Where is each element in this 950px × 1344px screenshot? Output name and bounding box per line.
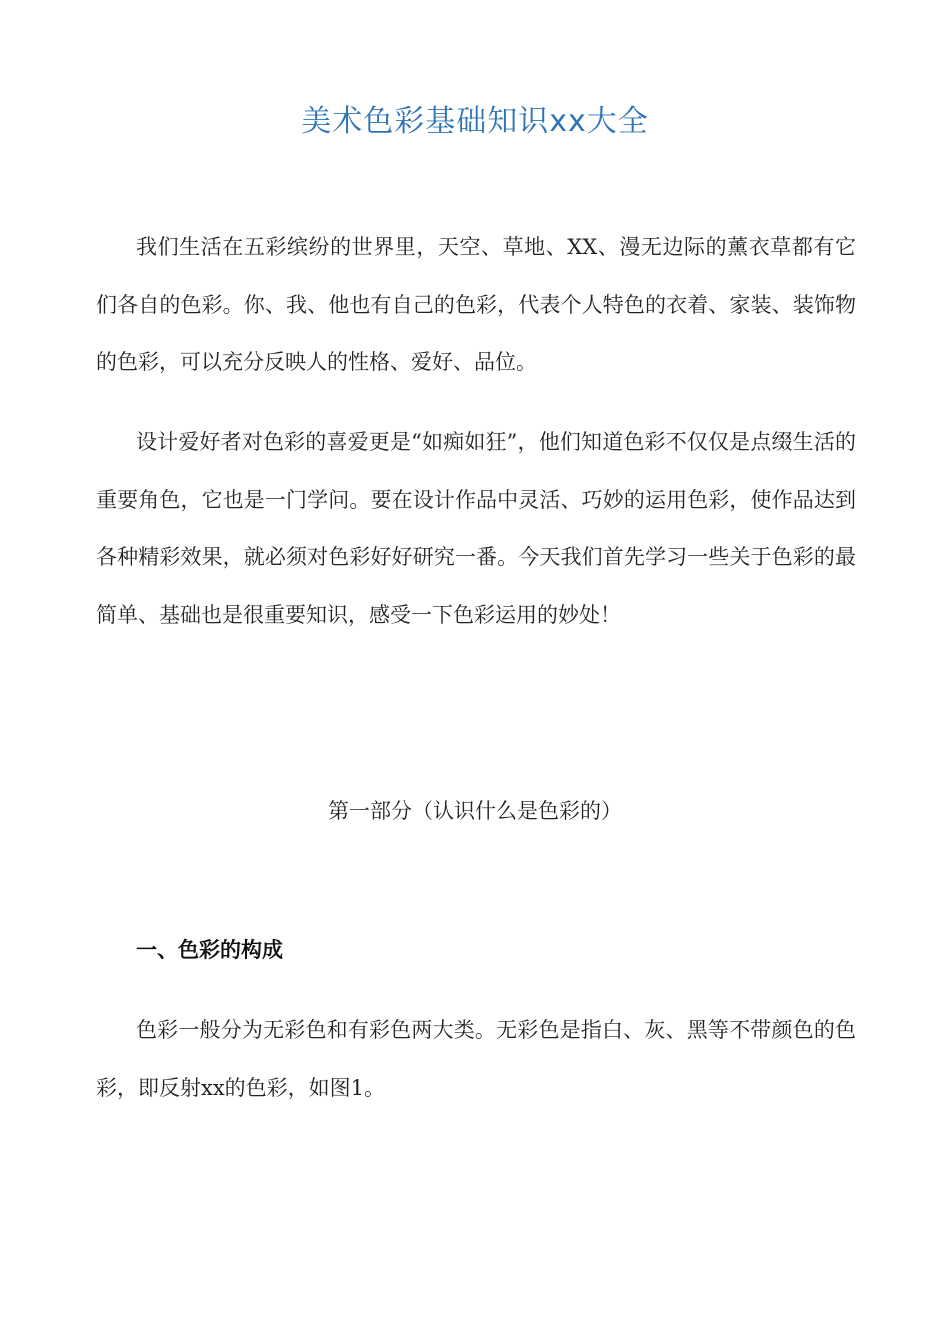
section-title: 第一部分（认识什么是色彩的） xyxy=(328,799,622,823)
section-heading: 一、色彩的构成 xyxy=(136,938,283,962)
intro-paragraph-1: 我们生活在五彩缤纷的世界里，天空、草地、XX、漫无边际的薰衣草都有它们各自的色彩。你、我、他也有自己的色彩，代表个人特色的衣着、家装、装饰物的色彩，可以充分反映人的性格、爱好、品位。 xyxy=(96,235,856,374)
section-paragraph: 色彩一般分为无彩色和有彩色两大类。无彩色是指白、灰、黑等不带颜色的色彩，即反射xx的色彩，如图1。 xyxy=(96,1018,856,1100)
document-title: 美术色彩基础知识xx大全 xyxy=(301,104,649,139)
intro-paragraph-2: 设计爱好者对色彩的喜爱更是“如痴如狂”，他们知道色彩不仅仅是点缀生活的重要角色，它也是一门学问。要在设计作品中灵活、巧妙的运用色彩，使作品达到各种精彩效果，就必须对色彩好好研究一番。今天我们首先学习一些关于色彩的最简单、基础也是很重要知识，感受一下色彩运用的妙处！ xyxy=(96,430,856,627)
